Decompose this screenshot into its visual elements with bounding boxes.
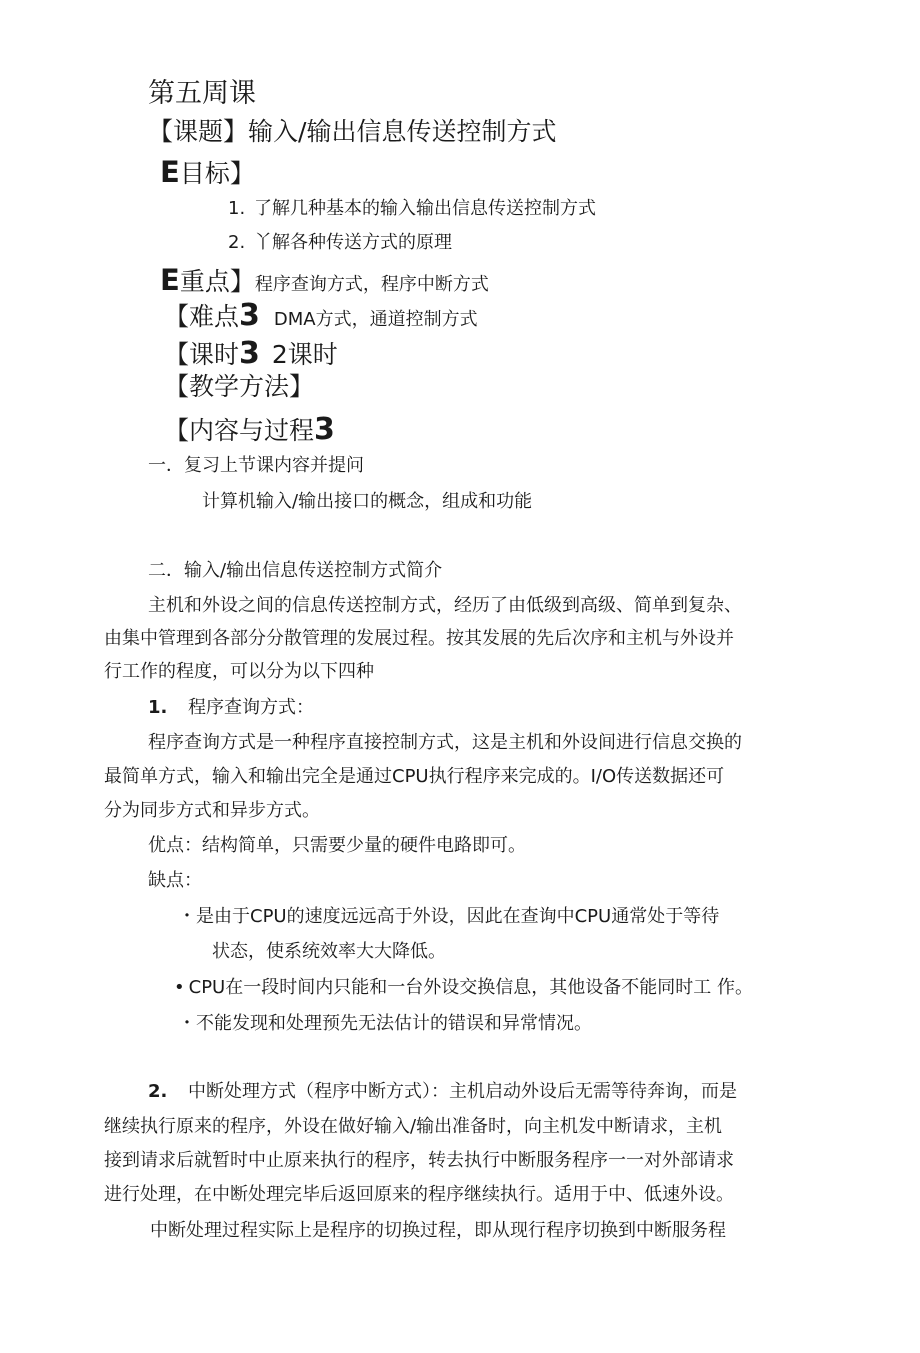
method1-desc-line: 最简单方式，输入和输出完全是通过CPU执行程序来完成的。I/O传送数据还可 xyxy=(104,766,725,787)
method1-cons-label: 缺点： xyxy=(148,870,202,891)
cons-bullet: ・ xyxy=(178,906,196,927)
keypoints-label: 重点】 xyxy=(179,267,255,296)
content-mark: 3 xyxy=(314,412,335,447)
class-hours-line xyxy=(164,336,338,372)
content-label: 【内容与过程 xyxy=(164,416,315,445)
goal-item-text: 丫解各种传送方式的原理 xyxy=(254,232,452,253)
section2-title: 二．输入/输出信息传送控制方式简介 xyxy=(148,560,443,581)
class-hours-mark: 3 xyxy=(239,336,260,371)
teaching-method-heading: 【教学方法】 xyxy=(164,372,315,401)
section2-intro-line: 由集中管理到各部分分散管理的发展过程。按其发展的先后次序和主机与外设并 xyxy=(104,628,734,649)
keypoints-text: 程序查询方式，程序中断方式 xyxy=(254,274,489,295)
section1-title: 一．复习上节课内容并提问 xyxy=(148,455,364,476)
cons-text: CPU在一段时间内只能和一台外设交换信息，其他设备不能同时工 作。 xyxy=(188,977,753,998)
method1-desc-line: 程序查询方式是一种程序直接控制方式，这是主机和外设间进行信息交换的 xyxy=(148,732,742,753)
cons-bullet: ・ xyxy=(178,1013,196,1034)
goal-item-num: 2. xyxy=(228,232,246,253)
lesson-title: 第五周课 xyxy=(148,78,256,109)
method1-num: 1. xyxy=(148,697,168,718)
section2-intro-line: 主机和外设之间的信息传送控制方式，经历了由低级到高级、简单到复杂、 xyxy=(148,595,742,616)
difficulty-label: 【难点 xyxy=(164,302,240,331)
section1-text: 计算机输入/输出接口的概念，组成和功能 xyxy=(202,491,533,512)
cons-item-continued: 状态，使系统效率大大降低。 xyxy=(212,941,446,962)
goal-item-num: 1. xyxy=(228,198,246,219)
method2-num: 2. xyxy=(148,1081,168,1102)
method2-line: 进行处理，在中断处理完毕后返回原来的程序继续执行。适用于中、低速外设。 xyxy=(104,1184,734,1205)
goals-label: 目标】 xyxy=(179,159,255,188)
goals-prefix: E xyxy=(160,155,180,189)
goal-item-text: 了解几种基本的输入输出信息传送控制方式 xyxy=(254,198,596,219)
method1-pros: 优点：结构简单，只需要少量的硬件电路即可。 xyxy=(148,835,526,856)
cons-text: 是由于CPU的速度远远高于外设，因此在查询中CPU通常处于等待 xyxy=(196,906,720,927)
keypoints-prefix: E xyxy=(160,263,180,297)
difficulty-text: DMA方式，通道控制方式 xyxy=(273,309,478,330)
topic-label: 【课题】 xyxy=(148,117,249,146)
cons-item xyxy=(178,906,719,928)
topic-text: 输入/输出信息传送控制方式 xyxy=(248,117,557,146)
cons-text: 不能发现和处理预先无法估计的错误和异常情况。 xyxy=(196,1013,592,1034)
method2-line: 中断处理过程实际上是程序的切换过程，即从现行程序切换到中断服务程 xyxy=(150,1220,726,1241)
difficulty-line xyxy=(164,298,478,334)
method1-desc-line: 分为同步方式和异步方式。 xyxy=(104,800,320,821)
class-hours-label: 【课时 xyxy=(164,340,240,369)
content-heading xyxy=(164,412,335,448)
topic-line xyxy=(148,117,556,147)
cons-item xyxy=(178,1013,592,1035)
cons-bullet: • xyxy=(174,977,185,998)
keypoints-line xyxy=(160,263,489,298)
goal-item xyxy=(228,198,596,220)
method2-first-line xyxy=(148,1081,737,1103)
method1-heading xyxy=(148,697,314,719)
section2-intro-line: 行工作的程度，可以分为以下四种 xyxy=(104,661,374,682)
difficulty-mark: 3 xyxy=(239,298,260,333)
method2-text: 中断处理方式（程序中断方式）：主机启动外设后无需等待奔询，而是 xyxy=(188,1081,737,1102)
method2-line: 继续执行原来的程序，外设在做好输入/输出准备时，向主机发中断请求，主机 xyxy=(104,1116,723,1137)
goals-heading xyxy=(160,155,255,190)
cons-item xyxy=(174,977,753,999)
class-hours-text: 2课时 xyxy=(271,340,338,369)
method2-line: 接到请求后就暂时中止原来执行的程序，转去执行中断服务程序一一对外部请求 xyxy=(104,1150,734,1171)
goal-item xyxy=(228,232,452,254)
method1-title: 程序查询方式： xyxy=(188,697,314,718)
